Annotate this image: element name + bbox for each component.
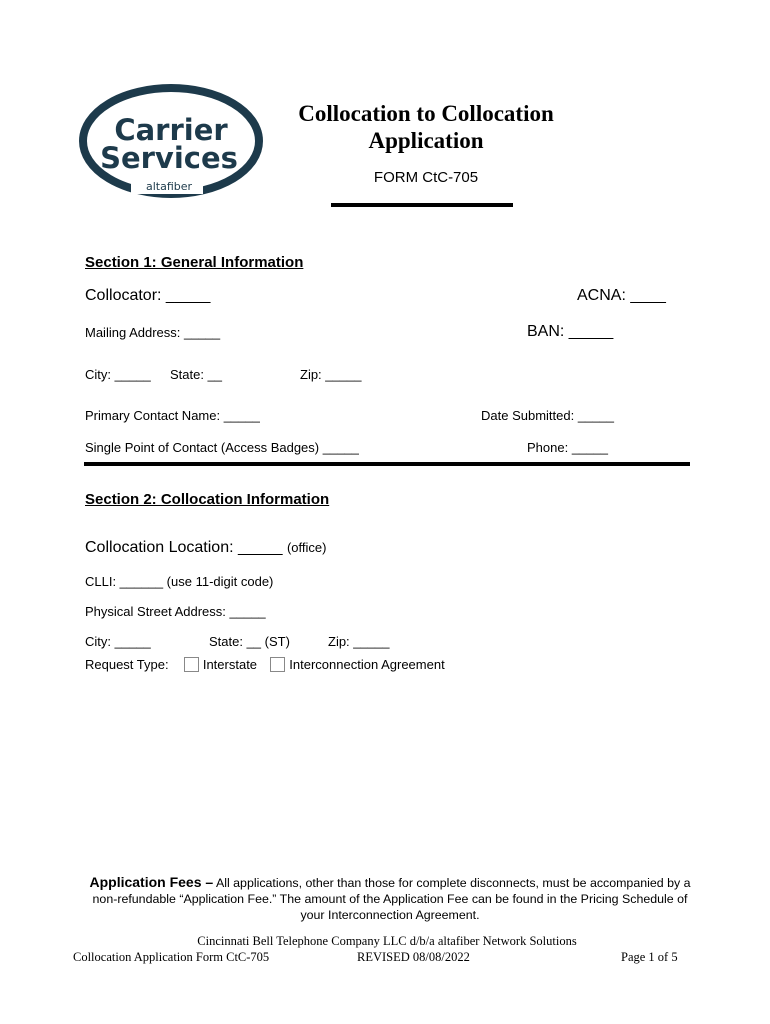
interstate-option-label: Interstate	[202, 657, 258, 672]
fees-line1: All applications, other than those for complete disconnects, must be accompanied by a	[215, 876, 691, 890]
logo-line1: Carrier	[114, 113, 228, 147]
physical-address-field[interactable]: Physical Street Address: _____	[85, 604, 266, 619]
mailing-address-field[interactable]: Mailing Address: _____	[85, 325, 221, 340]
primary-contact-field[interactable]: Primary Contact Name: _____	[85, 408, 260, 423]
state-field[interactable]: State: __	[170, 367, 223, 382]
request-type-row	[85, 657, 445, 672]
single-point-contact-field[interactable]: Single Point of Contact (Access Badges) _____	[85, 440, 359, 455]
footer-form-name: Collocation Application Form CtC-705	[73, 950, 270, 964]
fees-line2: non-refundable “Application Fee.” The amount of the Application Fee can be found in the Pricing Schedule of	[92, 892, 688, 906]
request-type-label: Request Type:	[85, 657, 169, 672]
collocation-location-row	[85, 539, 326, 557]
phone-field[interactable]: Phone: _____	[527, 440, 608, 455]
footer-revised: REVISED 08/08/2022	[357, 950, 470, 964]
section1-heading: Section 1: General Information	[85, 254, 304, 271]
clli-field[interactable]: CLLI: ______ (use 11-digit code)	[85, 574, 274, 589]
collocation-location-suffix: (office)	[286, 540, 327, 555]
fees-line3: your Interconnection Agreement.	[300, 908, 480, 922]
fees-heading: Application Fees –	[89, 874, 214, 890]
ban-field[interactable]: BAN: _____	[527, 323, 614, 340]
logo-brand: altafiber	[145, 180, 193, 193]
carrier-services-logo	[76, 82, 266, 200]
footer-company: Cincinnati Bell Telephone Company LLC d/b/a altafiber Network Solutions	[197, 934, 577, 948]
interconnection-agreement-checkbox[interactable]	[270, 657, 285, 672]
section-divider	[84, 462, 690, 466]
footer-page-number: Page 1 of 5	[621, 950, 678, 964]
s2-city-field[interactable]: City: _____	[85, 634, 151, 649]
s2-state-field[interactable]: State: __ (ST)	[209, 634, 290, 649]
application-fees-notice	[70, 874, 710, 923]
date-submitted-field[interactable]: Date Submitted: _____	[481, 408, 614, 423]
logo-line2: Services	[100, 141, 238, 175]
interconnection-option-label: Interconnection Agreement	[289, 657, 445, 672]
zip-field[interactable]: Zip: _____	[300, 367, 362, 382]
city-field[interactable]: City: _____	[85, 367, 151, 382]
acna-field[interactable]: ACNA: ____	[577, 287, 666, 304]
form-number: FORM CtC-705	[373, 169, 479, 186]
s2-zip-field[interactable]: Zip: _____	[328, 634, 390, 649]
section2-heading: Section 2: Collocation Information	[85, 491, 330, 508]
title-underline	[331, 203, 513, 207]
interstate-checkbox[interactable]	[184, 657, 199, 672]
document-title: Collocation to Collocation Application	[298, 101, 554, 153]
collocator-field[interactable]: Collocator: _____	[85, 287, 211, 304]
collocation-location-field[interactable]: Collocation Location: _____	[85, 539, 283, 556]
